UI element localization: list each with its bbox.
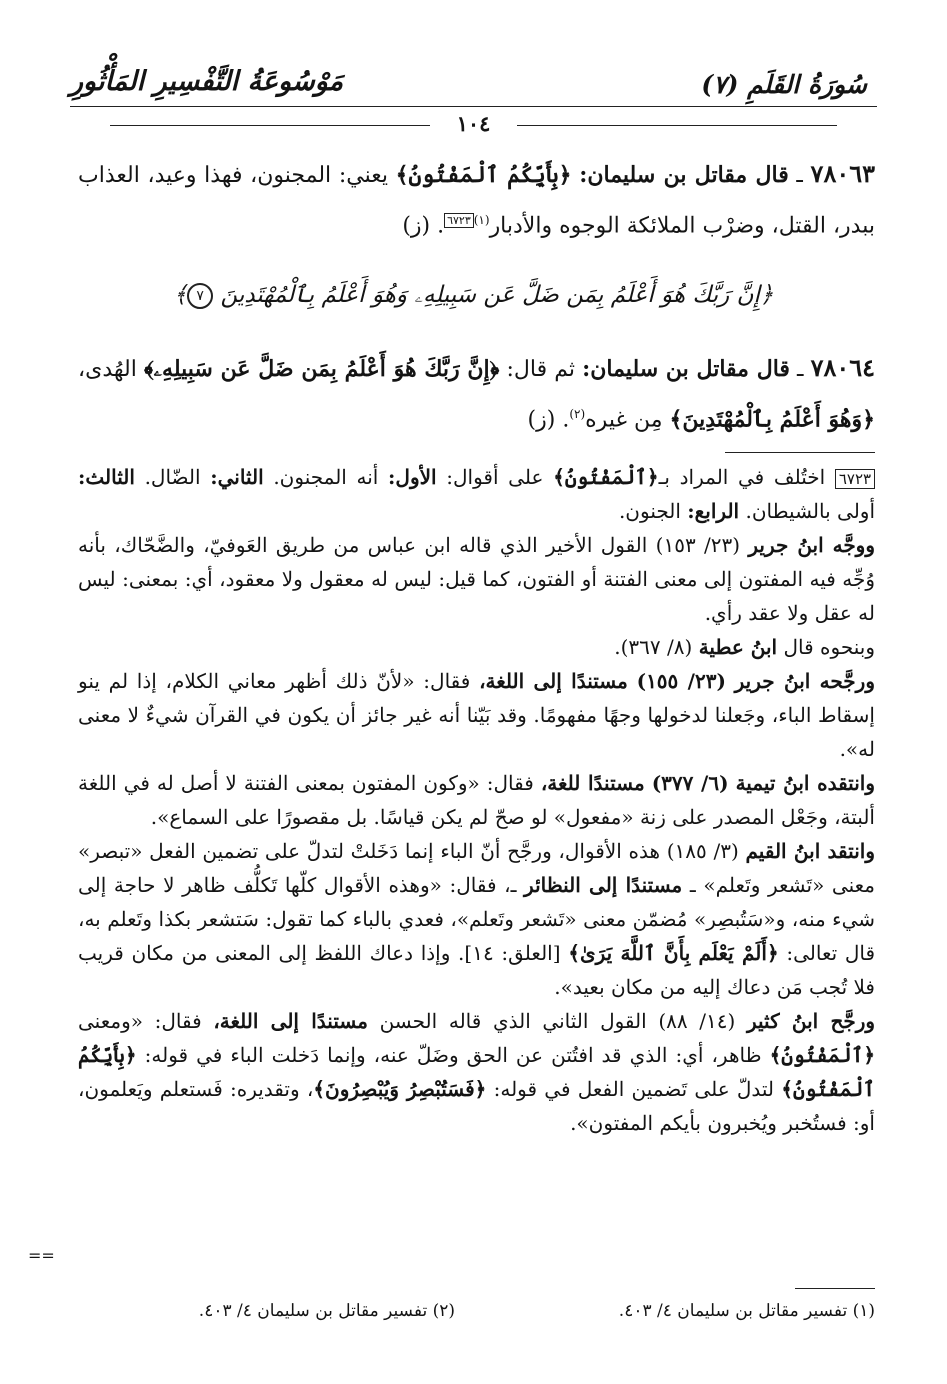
text: (٨/ ٣٦٧). [614, 635, 693, 659]
citation: (٦/ ٣٧٧) [651, 771, 729, 795]
footnote-rule [795, 1288, 875, 1289]
text: [العلق: ١٤]. وإذا دعاك اللفظ إلى المعنى من مكان قريب فلا تُجب مَن دعاك إليه من مكان بعيد». [78, 941, 875, 999]
text: ظاهر، أي: الذي قد افتُتن عن الحق وضَلّ عنه، وإنما دَخلت الباء في قوله: [144, 1043, 762, 1067]
commentary-para [78, 834, 875, 1004]
verse-number: ٧ [187, 283, 213, 309]
book-title: مَوْسُوعَةُ التَّفْسِيرِ المَأْثُورِ [70, 66, 344, 97]
label: الرابع: [687, 499, 740, 523]
text: فقال: «لأنّ ذلك أظهر معاني الكلام، إذا لم ينو إسقاط الباء، وجَعلنا لدخولها وجهًا مفهومًا. وقد بَيّنا أنه غير جائز أن يكون في القرآن شيءٌ لا معنى له». [78, 669, 875, 761]
basis: مستندًا إلى اللغة، [479, 669, 628, 693]
entry-number: ٧٨٠٦٣ [810, 159, 875, 188]
scholar: ورجَّحه ابنُ جرير [734, 669, 875, 693]
commentary-para [78, 766, 875, 834]
entry-number: ٧٨٠٦٤ [810, 353, 876, 382]
page-number: ١٠٤ [449, 111, 499, 136]
text: (٢٣/ ١٥٣) القول الأخير الذي قاله ابن عباس من طريق العَوفيّ، والضَّحّاك، بأنه وُجِّه فيه المفتون إلى معنى الفتنة أو الفتون، كما قيل: ليس له معقول ولا معقود، أي: بمعنى: ليس له عقل ولا عقد رأي. [78, 533, 875, 625]
verse-close: ﴾ [173, 282, 188, 308]
continuation-mark: == [28, 1246, 55, 1265]
commentary-para [78, 630, 875, 664]
commentary-para [78, 528, 875, 630]
text: الضّال. [144, 465, 201, 489]
basis: مستندًا إلى اللغة، [213, 1009, 368, 1033]
text: أولى بالشيطان. [745, 499, 875, 523]
entry-text: يعني: المجنون، فهذا وعيد، العذاب ببدر، القتل، وضرْب الملائكة الوجوه والأدبار [78, 163, 875, 239]
entry-78064: ٧٨٠٦٤ ـ قال مقاتل بن سليمان: ثم قال: ﴿إِنَّ رَبَّكَ هُوَ أَعْلَمُ بِمَن ضَلَّ عَن سَبِيلِهِۦ﴾ الهُدى، ﴿وَهُوَ أَعْلَمُ بِٱلْمُهْتَدِينَ﴾ مِن غيره$^{(٢)}$. (ز) [78, 353, 876, 433]
commentary-para [78, 1004, 875, 1140]
scholar: ابنُ عطية [698, 635, 778, 659]
verse-7 [70, 282, 877, 309]
scholar: ورجَّح ابنُ كثير [746, 1009, 876, 1033]
text: (١٤/ ٨٨) القول الثاني الذي قاله الحسن [379, 1009, 736, 1033]
text: وبنحوه قال [783, 635, 875, 659]
text: الجنون. [618, 499, 681, 523]
text: اختُلف في المراد بـ [658, 465, 826, 489]
footnote-2: (٢) تفسير مقاتل بن سليمان ٤/ ٤٠٣. [198, 1301, 455, 1321]
page-number-rule-right [517, 125, 837, 126]
basis: مستندًا للغة، [540, 771, 645, 795]
footnote-marker: (١) [473, 213, 490, 227]
entry-text: مِن غيره [585, 407, 663, 433]
entry-tag: . (ز) [527, 407, 570, 433]
footnote-marker: (٢) [569, 407, 586, 421]
commentary-para [78, 664, 875, 766]
cross-reference-box: ٦٧٢٣ [444, 213, 474, 228]
citation: (٢٣/ ١٥٥) [636, 669, 726, 693]
header-rule [70, 106, 877, 107]
text: فقال: «ومعنى [78, 1009, 202, 1033]
commentary-ref-box: ٦٧٢٣ [835, 469, 875, 489]
text: ـ، فقال: «وهذه الأقوال كلّها تَكلُّف ظاهر لا حاجة إلى شيء منه، و«سَتُبصِر» مُضمّن معنى «تَشعر وتَعلم»، فعدي بالباء كما تقول: سَتشعر بكذا وتَعلم به، قال تعالى: [78, 873, 876, 965]
commentary-para [78, 460, 875, 528]
quran-quote: ﴿بِأَيِّكُمُ ٱلْمَفْتُونُ﴾ [395, 162, 572, 188]
quran-quote: ﴿أَلَمْ يَعْلَم بِأَنَّ ٱللَّهَ يَرَىٰ﴾ [568, 941, 779, 965]
quran-quote: ﴿فَسَتُبْصِرُ وَيُبْصِرُونَ﴾ [313, 1077, 487, 1101]
scholar: ووجَّه ابنُ جرير [748, 533, 875, 557]
text: ، وتقديره: فَستعلم ويَعلمون، أو: فستُخبر ويُخبرون بأيكم المفتون». [78, 1077, 875, 1135]
text: (٣/ ١٨٥) هذه الأقوال، ورجَّح أنّ الباء إنما دَخَلتْ لتدلّ على تضمين الفعل «تبصر» معنى «تَشعر وتَعلم» ـ [78, 839, 875, 897]
verse-text: ﴿إِنَّ رَبَّكَ هُوَ أَعْلَمُ بِمَن ضَلَّ عَن سَبِيلِهِۦ وَهُوَ أَعْلَمُ بِٱلْمُهْتَدِينَ [220, 282, 774, 308]
entry-text: ثم قال: [506, 357, 575, 382]
text: أنه المجنون. [273, 465, 379, 489]
page-number-row [70, 111, 877, 141]
scholar: وانتقده ابنُ تيمية [735, 771, 875, 795]
commentary-rule [725, 452, 875, 453]
entry-text: الهُدى، [78, 357, 137, 382]
commentary [78, 460, 875, 1140]
quran-quote: ﴿وَهُوَ أَعْلَمُ بِٱلْمُهْتَدِينَ﴾ [669, 406, 875, 433]
quran-quote: ﴿ٱلْمَفْتُونُ﴾ [769, 1043, 876, 1067]
entry-tag: . (ز) [402, 213, 445, 239]
entry-source: قال مقاتل بن سليمان: [579, 162, 789, 188]
footnote-1: (١) تفسير مقاتل بن سليمان ٤/ ٤٠٣. [618, 1301, 875, 1321]
text: لتدلّ على تَضمين الفعل في قوله: [493, 1077, 775, 1101]
surah-title: سُورَةُ القَلَمِ (٧) [701, 70, 867, 99]
basis: مستندًا إلى النظائر [524, 873, 683, 897]
label: الثالث: [78, 465, 135, 489]
text: على أقوال: [446, 465, 544, 489]
page-number-rule-left [110, 125, 430, 126]
entry-source: قال مقاتل بن سليمان: [582, 356, 790, 382]
quran-quote: ﴿إِنَّ رَبَّكَ هُوَ أَعْلَمُ بِمَن ضَلَّ عَن سَبِيلِهِۦ﴾ [143, 356, 500, 382]
label: الثاني: [210, 465, 264, 489]
text: فقال: «وكون المفتون بمعنى الفتنة لا أصل له في اللغة ألبتة، وجَعْل المصدر على زنة «مفعول» لو صحّ لم يكن قياسًا. بل مقصورًا على السماع». [78, 771, 875, 829]
scholar: وانتقد ابنُ القيم [745, 839, 875, 863]
entry-78063: ٧٨٠٦٣ ـ قال مقاتل بن سليمان: ﴿بِأَيِّكُمُ ٱلْمَفْتُونُ﴾ يعني: المجنون، فهذا وعيد، العذاب ببدر، القتل، وضرْب الملائكة الوجوه والأدبار$^{(١)}$٦٧٢٣. (ز) [78, 159, 875, 239]
quran-quote: ﴿ٱلْمَفْتُونُ﴾ [553, 465, 659, 489]
quran-quote: ﴿بِأَيِّكُمُ ٱلْمَفْتُونُ﴾ [78, 1043, 875, 1101]
label: الأول: [388, 465, 437, 489]
